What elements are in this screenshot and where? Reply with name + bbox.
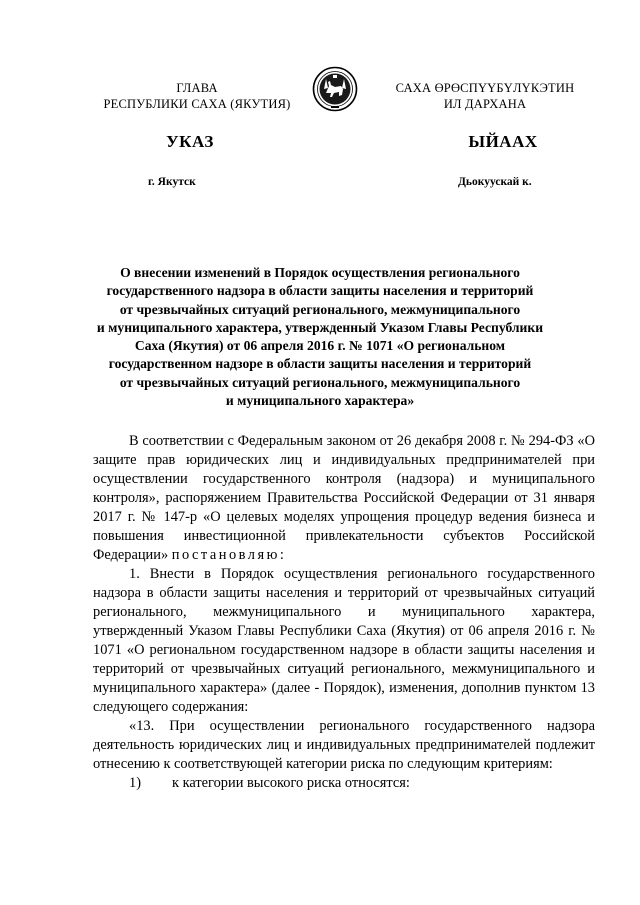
preamble-paragraph [93,432,595,565]
list-item-number: 1) [129,775,141,791]
issuer-ru [82,80,312,112]
coat-of-arms-emblem [312,66,358,112]
document-title [88,264,552,410]
preamble-text: В соответствии с Федеральным законом от 26 декабря 2008 г. № 294-ФЗ «О защите прав юридических лиц и индивидуальных предпринимателей при осуществлении государственного контроля (надзора) и муниципального контроля», распоряжением Правительства Российской Федерации от 31 января 2017 г. № 147-р «О целевых моделях упрощения процедур ведения бизнеса и повышения инвестиционной привлекательности субъектов Российской Федерации» [93,433,595,563]
title-line: от чрезвычайных ситуаций регионального, межмуниципального [119,301,521,317]
issuer-ru-line2: РЕСПУБЛИКИ САХА (ЯКУТИЯ) [103,97,291,111]
title-line: государственном надзоре в области защиты населения и территорий [108,356,532,372]
title-line: государственного надзора в области защиты населения и территорий [106,283,534,299]
decree-verb: постановляю: [171,547,287,563]
document-body [93,432,595,793]
issuer-ru-line1: ГЛАВА [176,81,218,95]
title-line: и муниципального характера» [225,393,415,409]
title-line: Саха (Якутия) от 06 апреля 2016 г. № 1071 «О региональном [134,338,506,354]
issuer-sah-line1: САХА ӨРӨСПҮҮБҮЛҮКЭТИН [395,81,575,95]
list-item [129,774,595,793]
decree-label-sah: ЫЙААХ [468,132,538,151]
list-item-text: к категории высокого риска относятся: [172,775,410,791]
clause-1-paragraph: 1. Внести в Порядок осуществления регионального государственного надзора в области защиты населения и территорий от чрезвычайных ситуаций регионального, межмуниципального и муниципального характера, утвержденный Указом Главы Республики Саха (Якутия) от 06 апреля 2016 г. № 1071 «О региональном государственном надзоре в области защиты населения и территорий от чрезвычайных ситуаций регионального, межмуниципального и муниципального характера» (далее - Порядок), изменения, дополнив пунктом 13 следующего содержания: [93,566,595,715]
title-line: О внесении изменений в Порядок осуществления регионального [120,265,520,280]
clause-13-paragraph: «13. При осуществлении регионального государственного надзора деятельность юридических лиц и индивидуальных предпринимателей подлежит отнесению к соответствующей категории риска по следующим критериям: [93,718,595,772]
city-sah: Дьокуускай к. [458,176,532,188]
city-ru: г. Якутск [148,176,196,188]
issuer-sah-line2: ИЛ ДАРХАНА [443,97,527,111]
issuer-sah [360,80,610,112]
title-line: от чрезвычайных ситуаций регионального, межмуниципального [119,374,521,390]
decree-label-ru: УКАЗ [166,132,214,151]
title-line: и муниципального характера, утвержденный Указом Главы Республики [96,319,544,335]
